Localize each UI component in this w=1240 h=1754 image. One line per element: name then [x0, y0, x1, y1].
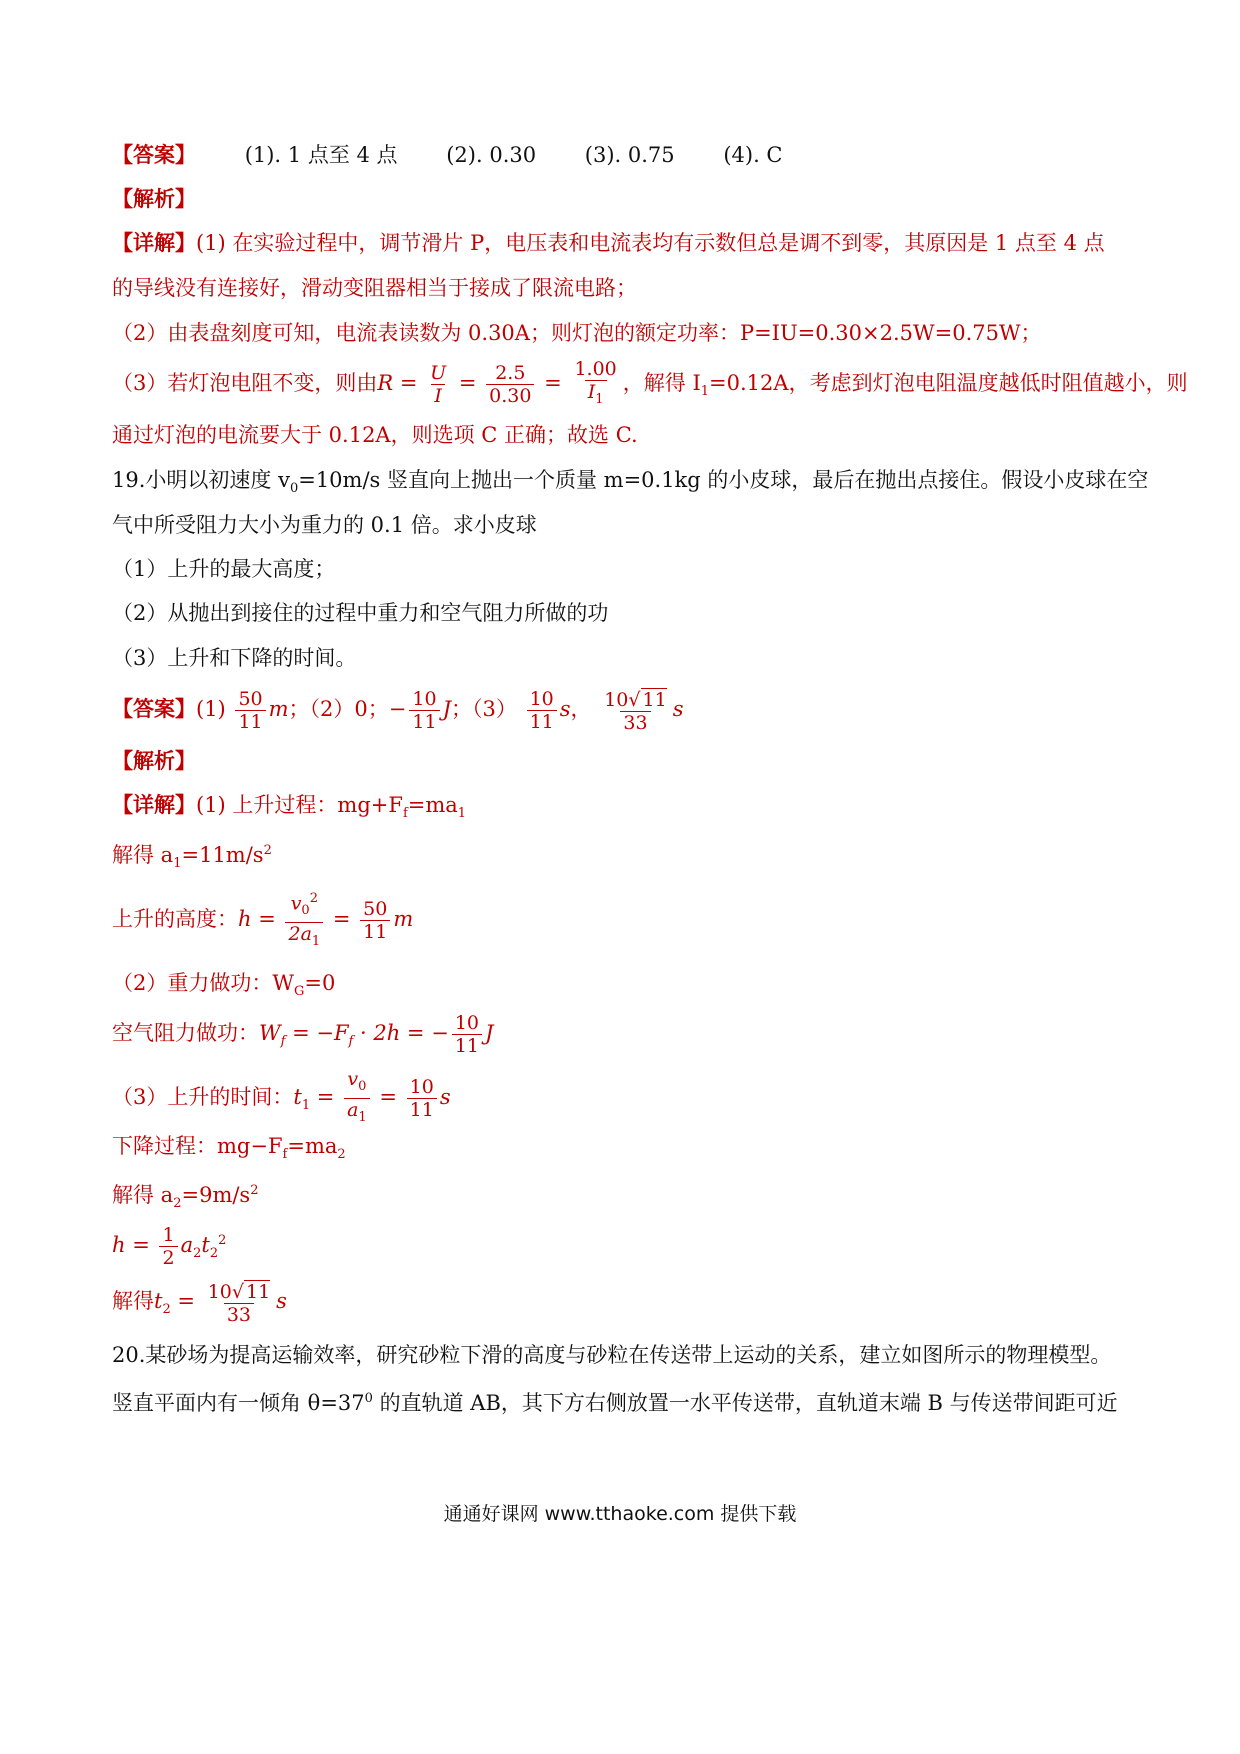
detail19-line-2: 解得 $a_1=11m/s^2$: [112, 843, 272, 872]
detail18-line-2: 的导线没有连接好，滑动变阻器相当于接成了限流电路；: [112, 276, 637, 300]
q19-line-1: 19.小明以初速度 $v_0=10m/s$ 竖直向上抛出一个质量 m=0.1kg 的小皮球，最后在抛出点接住。假设小皮球在空: [112, 468, 1149, 497]
detail18-line-4: （3）若灯泡电阻不变，则由R = $\frac{U}{I}$ = $\frac{2.5}{0.30}$ = $\frac{1.00}{I_1}$ ，解得 $I_1=0.12A$，考虑到灯泡电阻温度越低时阻值越小，则: [112, 354, 1188, 421]
detail18-line-1: [112, 228, 1105, 258]
fraction-50-11: $\frac{50}{11}$: [235, 688, 265, 733]
detail19-line-7: 下降过程：$mg-F_f=ma_2$: [112, 1134, 346, 1163]
detail19-line-9: h = $\frac{1}{2}$ $a_2t_2^2$: [112, 1224, 227, 1269]
eq-sign: =: [458, 371, 477, 395]
fraction-10-11: $\frac{10}{11}$: [407, 1076, 437, 1121]
fraction-10sqrt11-33: $\frac{10√ 11}{33}$: [207, 1280, 271, 1326]
fraction-2.5-over-0.30: $\frac{2.5}{0.30}$: [486, 362, 534, 407]
fraction-50-11: $\frac{50}{11}$: [360, 898, 390, 943]
q19-part-1: （1）上升的最大高度；: [112, 557, 336, 581]
answer-item-1: (1). 1 点至 4 点: [244, 143, 398, 167]
answer-label: 【答案】: [112, 696, 196, 721]
answer18-line: [112, 140, 783, 170]
detail19-line-1: 【详解】(1) 上升过程：$mg+F_f=ma_1$: [112, 792, 467, 822]
detail19-line-10: 解得$t_2$ = $\frac{10√ 11}{33}$ s: [112, 1280, 287, 1326]
detail18-text-4-pre: （3）若灯泡电阻不变，则由: [112, 371, 378, 395]
q20-line-2: 竖直平面内有一倾角 $\theta=37^0$ 的直轨道 AB，其下方右侧放置一水平传送带，直轨道末端 B 与传送带间距可近: [112, 1391, 1118, 1415]
detail18-text-1: (1) 在实验过程中，调节滑片 P，电压表和电流表均有示数但总是调不到零，其原因是 1 点至 4 点: [196, 231, 1105, 255]
q19-line-2: 气中所受阻力大小为重力的 0.1 倍。求小皮球: [112, 513, 537, 537]
detail-label: 【详解】: [112, 230, 196, 255]
eq-sign: =: [544, 371, 562, 395]
page-footer: 通通好课网 www.tthaoke.com 提供下载: [443, 1503, 797, 1525]
fraction-U-over-I: $\frac{U}{I}$: [430, 362, 447, 407]
detail19-line-5: 空气阻力做功：$W_f = -F_f \cdot 2h$ = − $\frac{10}{11}$ J: [112, 1012, 494, 1057]
fraction-10-11: $\frac{10}{11}$: [409, 688, 439, 733]
fraction-v0sq-over-2a1: $\frac{v_0^2}{2a_1}$: [285, 888, 323, 953]
fraction-10-11: $\frac{10}{11}$: [452, 1012, 482, 1057]
detail18-line-5: 通过灯泡的电流要大于 0.12A，则选项 C 正确；故选 C.: [112, 423, 638, 447]
q19-part-2: （2）从抛出到接住的过程中重力和空气阻力所做的功: [112, 601, 609, 625]
answer-item-3: (3). 0.75: [584, 143, 675, 167]
q20-line-1: 20.某砂场为提高运输效率，研究砂粒下滑的高度与砂粒在传送带上运动的关系，建立如图所示的物理模型。: [112, 1343, 1112, 1367]
fraction-10-11-s: $\frac{10}{11}$: [527, 688, 557, 733]
eq-R: R: [377, 371, 394, 395]
detail-label: 【详解】: [112, 792, 196, 817]
eq-sign: =: [399, 371, 418, 395]
analysis19-label: 【解析】: [112, 748, 196, 773]
fraction-1-2: $\frac{1}{2}$: [159, 1224, 177, 1269]
answer-label: 【答案】: [112, 142, 196, 167]
q19-part-3: （3）上升和下降的时间。: [112, 646, 357, 670]
detail19-line-4: （2）重力做功：$W_G=0$: [112, 971, 336, 1000]
detail19-line-3: 上升的高度：h = $\frac{v_0^2}{2a_1}$ = $\frac{50}{11}$ m: [112, 888, 413, 953]
fraction-10sqrt11-33: $\frac{10√ 11}{33}$: [604, 688, 667, 734]
detail18-text-4-post: ，解得 I: [622, 371, 701, 395]
fraction-v0-over-a1: $\frac{v_0}{a_1}$: [344, 1068, 370, 1129]
detail19-line-6: （3）上升的时间：$t_1$ = $\frac{v_0}{a_1}$ = $\frac{10}{11}$ s: [112, 1068, 451, 1135]
fraction-1.00-over-I1: $\frac{1.00}{I_1}$: [571, 358, 619, 411]
answer19-line: 【答案】(1) $\frac{50}{11}$ m；（2）0；− $\frac{10}{11}$ J；（3） $\frac{10}{11}$ s， $\frac{10√ 11}{33}$ s: [112, 688, 684, 734]
answer-item-4: (4). C: [723, 143, 783, 167]
analysis18-label: 【解析】: [112, 186, 196, 211]
detail18-line-3: （2）由表盘刻度可知，电流表读数为 0.30A；则灯泡的额定功率：P=IU=0.30×2.5W=0.75W；: [112, 321, 1042, 345]
answer-item-2: (2). 0.30: [446, 143, 537, 167]
detail19-line-8: 解得 $a_2=9m/s^2$: [112, 1183, 259, 1212]
